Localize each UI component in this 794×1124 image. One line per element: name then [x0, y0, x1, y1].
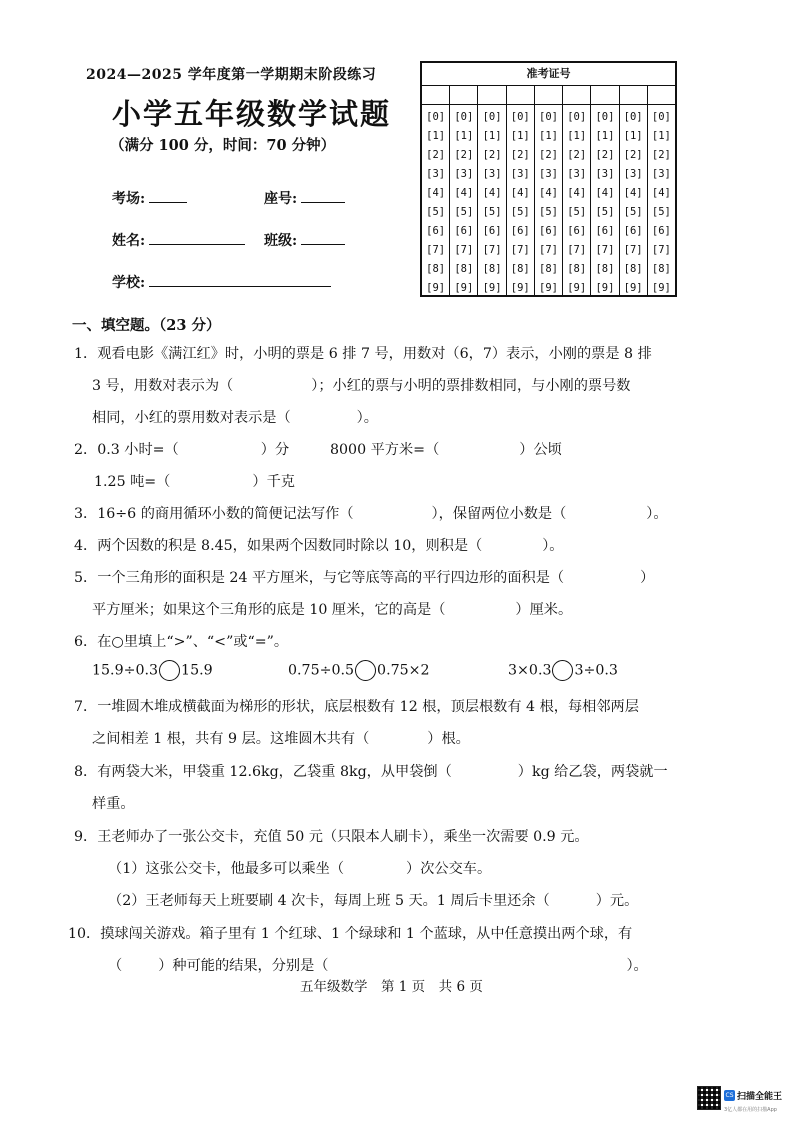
- admission-digit-bubble[interactable]: [4]: [567, 187, 587, 199]
- admission-digit-column: [620, 105, 648, 297]
- admission-number-entry-cell[interactable]: [478, 86, 506, 104]
- admission-number-entry-cell[interactable]: [535, 86, 563, 104]
- q2-text: ）分: [260, 442, 290, 458]
- admission-number-entry-cell[interactable]: [648, 86, 675, 104]
- admission-digit-bubble[interactable]: [7]: [539, 244, 558, 256]
- q9-text: ）元。: [595, 893, 639, 909]
- admission-digit-bubble[interactable]: [0]: [454, 111, 474, 123]
- question-5-line-2: [92, 600, 572, 620]
- admission-digit-bubble[interactable]: [7]: [510, 244, 530, 256]
- admission-digit-bubble[interactable]: [7]: [651, 244, 671, 256]
- q5-text: 5．一个三角形的面积是 24 平方厘米，与它等底等高的平行四边形的面积是（: [74, 570, 565, 586]
- q8-text: ）kg 给乙袋，两袋就一: [517, 764, 668, 780]
- name-field[interactable]: [112, 230, 245, 250]
- school-label: 学校:: [112, 275, 146, 291]
- q2-text: ）千克: [252, 474, 295, 490]
- q6-expr-right: 3÷0.3: [574, 662, 618, 679]
- question-7-line-1: 7．一堆圆木堆成横截面为梯形的形状，底层根数有 12 根，顶层根数有 4 根，每相邻两层: [74, 699, 639, 715]
- admission-digit-bubble[interactable]: [5]: [651, 206, 671, 218]
- question-10-line-2: [108, 956, 648, 976]
- seat-label: 座号:: [264, 191, 298, 207]
- q4-text: 4．两个因数的积是 8.45，如果两个因数同时除以 10，则积是（: [74, 538, 483, 554]
- admission-digit-bubble[interactable]: [9]: [426, 282, 446, 294]
- admission-digit-bubble[interactable]: [9]: [510, 282, 530, 294]
- admission-digit-column: [563, 105, 591, 297]
- admission-digit-bubble[interactable]: [0]: [482, 111, 502, 123]
- admission-digit-bubble[interactable]: [9]: [482, 282, 502, 294]
- admission-digit-bubble[interactable]: [9]: [623, 282, 643, 294]
- admission-digit-bubble[interactable]: [2]: [454, 149, 474, 161]
- question-1-line-2: [92, 376, 630, 396]
- admission-digit-bubble[interactable]: [4]: [426, 187, 446, 199]
- admission-digit-bubble[interactable]: [8]: [454, 263, 474, 275]
- admission-digit-bubble[interactable]: [9]: [567, 282, 587, 294]
- admission-digit-bubble[interactable]: [6]: [510, 225, 530, 237]
- admission-digit-bubble[interactable]: [0]: [595, 111, 615, 123]
- admission-digit-bubble[interactable]: [3]: [651, 168, 671, 180]
- q9-text: ）次公交车。: [406, 861, 492, 877]
- admission-digit-bubble[interactable]: [7]: [454, 244, 474, 256]
- admission-digit-bubble[interactable]: [8]: [595, 263, 615, 275]
- admission-digit-bubble[interactable]: [5]: [623, 206, 643, 218]
- exam-subtitle: （满分 100 分，时间：70 分钟）: [110, 137, 336, 154]
- q6-expression-2: [288, 660, 430, 681]
- q3-text: ）。: [646, 506, 668, 522]
- q6-compare-circle-3[interactable]: [552, 660, 573, 681]
- admission-digit-bubble[interactable]: [2]: [510, 149, 530, 161]
- admission-digit-bubble[interactable]: [0]: [567, 111, 587, 123]
- q1-text: ）。: [356, 410, 378, 426]
- admission-digit-bubble[interactable]: [1]: [595, 130, 615, 142]
- q2-text: 2．0.3 小时=（: [74, 442, 179, 458]
- admission-digit-bubble[interactable]: [0]: [651, 111, 671, 123]
- section-fill-in-title: 一、填空题。（23 分）: [72, 317, 221, 334]
- q6-expr-left: 0.75÷0.5: [288, 662, 355, 679]
- q3-text: 3．16÷6 的商用循环小数的简便记法写作（: [74, 506, 354, 522]
- admission-digit-bubble[interactable]: [4]: [651, 187, 671, 199]
- q5-text: 平方厘米；如果这个三角形的底是 10 厘米，它的高是（: [92, 602, 446, 618]
- q10-text: （: [108, 958, 123, 974]
- admission-digit-bubble[interactable]: [8]: [623, 263, 643, 275]
- q5-text: ）: [640, 570, 655, 586]
- admission-digit-bubble[interactable]: [1]: [539, 130, 558, 142]
- question-2-line-1: [74, 440, 289, 460]
- admission-digit-bubble[interactable]: [3]: [482, 168, 502, 180]
- question-10-line-1: 10．摸球闯关游戏。箱子里有 1 个红球、1 个绿球和 1 个蓝球，从中任意摸出两个球，有: [68, 926, 633, 942]
- q9-text: （1）这张公交卡，他最多可以乘坐（: [108, 861, 345, 877]
- q6-expr-right: 15.9: [181, 662, 213, 679]
- admission-digit-bubble[interactable]: [6]: [595, 225, 615, 237]
- admission-digit-bubble[interactable]: [6]: [426, 225, 446, 237]
- admission-digit-bubble[interactable]: [8]: [539, 263, 558, 275]
- question-9-part-1: [108, 859, 491, 879]
- admission-digit-bubble[interactable]: [6]: [567, 225, 587, 237]
- admission-digit-bubble[interactable]: [5]: [539, 206, 558, 218]
- admission-number-entry-cell[interactable]: [563, 86, 591, 104]
- q10-text: ）种可能的结果，分别是（: [158, 958, 329, 974]
- question-4: [74, 536, 563, 556]
- question-2-line-2: [94, 472, 295, 492]
- admission-digit-bubble[interactable]: [6]: [539, 225, 558, 237]
- admission-digit-bubble[interactable]: [1]: [426, 130, 446, 142]
- admission-number-entry-cell[interactable]: [620, 86, 648, 104]
- admission-digit-bubble[interactable]: [4]: [623, 187, 643, 199]
- admission-digit-bubble[interactable]: [9]: [651, 282, 671, 294]
- question-8-line-1: [74, 762, 668, 782]
- admission-number-entry-cell[interactable]: [422, 86, 450, 104]
- admission-digit-column: [422, 105, 450, 297]
- admission-number-entry-cell[interactable]: [450, 86, 478, 104]
- admission-digit-bubble[interactable]: [0]: [426, 111, 446, 123]
- question-1-line-3: [92, 408, 378, 428]
- class-field[interactable]: [264, 230, 345, 250]
- q9-text: （2）王老师每天上班要刷 4 次卡，每周上班 5 天。1 周后卡里还余（: [108, 893, 550, 909]
- q7-text: ）根。: [427, 731, 470, 747]
- exam-room-field[interactable]: [112, 188, 187, 208]
- q6-compare-circle-2[interactable]: [355, 660, 376, 681]
- admission-digit-bubble[interactable]: [1]: [510, 130, 530, 142]
- q6-expr-left: 15.9÷0.3: [92, 662, 159, 679]
- q6-compare-circle-1[interactable]: [159, 660, 180, 681]
- admission-digit-bubble[interactable]: [3]: [539, 168, 558, 180]
- question-3: [74, 504, 668, 524]
- class-label: 班级:: [264, 233, 298, 249]
- admission-digit-column: [450, 105, 478, 297]
- page-footer: 五年级数学 第 1 页 共 6 页: [300, 979, 483, 995]
- admission-digit-bubble[interactable]: [1]: [482, 130, 502, 142]
- admission-digit-bubble[interactable]: [3]: [510, 168, 530, 180]
- admission-digit-bubble[interactable]: [4]: [454, 187, 474, 199]
- question-7-line-2: [92, 729, 470, 749]
- admission-digit-bubble[interactable]: [4]: [539, 187, 558, 199]
- admission-digit-bubble[interactable]: [5]: [454, 206, 474, 218]
- admission-digit-bubble[interactable]: [6]: [454, 225, 474, 237]
- name-blank[interactable]: [149, 230, 245, 245]
- question-9: 9．王老师办了一张公交卡，充值 50 元（只限本人刷卡），乘坐一次需要 0.9 元。: [74, 829, 589, 845]
- scanner-logo-icon: CS: [725, 1092, 734, 1099]
- admission-digit-bubble[interactable]: [3]: [426, 168, 446, 180]
- q2-text: 1.25 吨=（: [94, 474, 171, 490]
- class-blank[interactable]: [301, 230, 345, 245]
- scanner-watermark: [724, 1085, 782, 1113]
- admission-digit-bubble[interactable]: [9]: [454, 282, 474, 294]
- q6-expr-right: 0.75×2: [377, 662, 430, 679]
- admission-digit-bubble[interactable]: [2]: [426, 149, 446, 161]
- admission-digit-bubble[interactable]: [8]: [482, 263, 502, 275]
- admission-digit-bubble[interactable]: [2]: [567, 149, 587, 161]
- admission-digit-bubble[interactable]: [4]: [510, 187, 530, 199]
- admission-digit-bubble[interactable]: [0]: [623, 111, 643, 123]
- q10-text: ）。: [626, 958, 648, 974]
- admission-digit-bubble[interactable]: [4]: [595, 187, 615, 199]
- question-6: 6．在○里填上“>”、“<”或“=”。: [74, 634, 289, 650]
- admission-digit-bubble[interactable]: [5]: [482, 206, 502, 218]
- admission-digit-bubble[interactable]: [8]: [510, 263, 530, 275]
- admission-digit-bubble[interactable]: [6]: [651, 225, 671, 237]
- admission-number-entry-cell[interactable]: [507, 86, 535, 104]
- qr-code-icon: [697, 1086, 721, 1110]
- question-9-part-2: [108, 891, 638, 911]
- admission-digit-bubble[interactable]: [7]: [595, 244, 615, 256]
- admission-digit-bubble[interactable]: [5]: [510, 206, 530, 218]
- admission-digit-bubble[interactable]: [5]: [595, 206, 615, 218]
- school-field[interactable]: [112, 272, 331, 292]
- admission-digit-bubble[interactable]: [7]: [426, 244, 446, 256]
- q2-text: ）公顷: [519, 442, 562, 458]
- seat-blank[interactable]: [301, 188, 345, 203]
- admission-digit-bubble[interactable]: [9]: [539, 282, 558, 294]
- admission-digit-column: [535, 105, 563, 297]
- question-8-line-2: 样重。: [92, 796, 135, 812]
- q4-text: ）。: [542, 538, 564, 554]
- q2-text: 8000 平方米=（: [330, 442, 440, 458]
- admission-digit-column: [591, 105, 619, 297]
- admission-digit-bubble[interactable]: [6]: [623, 225, 643, 237]
- seat-field[interactable]: [264, 188, 345, 208]
- admission-digit-bubble[interactable]: [2]: [651, 149, 671, 161]
- q5-text: ）厘米。: [515, 602, 573, 618]
- admission-number-entry-cell[interactable]: [591, 86, 619, 104]
- admission-number-title: 准考证号: [422, 63, 675, 86]
- exam-room-blank[interactable]: [149, 188, 187, 203]
- admission-digit-bubble[interactable]: [7]: [482, 244, 502, 256]
- scanner-brand-name: 扫描全能王: [737, 1092, 783, 1102]
- q1-text: 3 号，用数对表示为（: [92, 378, 234, 394]
- admission-digit-bubble[interactable]: [5]: [426, 206, 446, 218]
- q6-expression-3: [508, 660, 618, 681]
- admission-digit-bubble[interactable]: [3]: [623, 168, 643, 180]
- admission-digit-bubble[interactable]: [5]: [567, 206, 587, 218]
- scanner-tagline: 3亿人都在用的扫描App: [724, 1107, 777, 1113]
- admission-digit-bubble[interactable]: [1]: [623, 130, 643, 142]
- q1-text: ）；小红的票与小明的票排数相同，与小刚的票号数: [311, 378, 631, 394]
- q6-expr-left: 3×0.3: [508, 662, 552, 679]
- admission-digit-bubble[interactable]: [2]: [539, 149, 558, 161]
- exam-term-line: 2024—2025 学年度第一学期期末阶段练习: [86, 67, 377, 83]
- admission-digit-bubble[interactable]: [2]: [595, 149, 615, 161]
- admission-digit-column: [478, 105, 506, 297]
- admission-digit-bubble[interactable]: [3]: [454, 168, 474, 180]
- admission-digit-bubble[interactable]: [2]: [482, 149, 502, 161]
- school-blank[interactable]: [149, 272, 331, 287]
- admission-digit-bubble[interactable]: [1]: [454, 130, 474, 142]
- admission-digit-column: [507, 105, 535, 297]
- admission-digit-bubble[interactable]: [6]: [482, 225, 502, 237]
- admission-digit-columns: [422, 105, 675, 297]
- admission-digit-bubble[interactable]: [8]: [651, 263, 671, 275]
- admission-digit-bubble[interactable]: [1]: [567, 130, 587, 142]
- admission-digit-bubble[interactable]: [7]: [623, 244, 643, 256]
- q7-text: 之间相差 1 根，共有 9 层。这堆圆木共有（: [92, 731, 370, 747]
- admission-digit-bubble[interactable]: [7]: [567, 244, 587, 256]
- admission-digit-bubble[interactable]: [1]: [651, 130, 671, 142]
- admission-digit-bubble[interactable]: [4]: [482, 187, 502, 199]
- admission-digit-bubble[interactable]: [3]: [595, 168, 615, 180]
- q6-expression-1: [92, 660, 213, 681]
- admission-number-grid: [420, 61, 677, 297]
- q8-text: 8．有两袋大米，甲袋重 12.6kg，乙袋重 8kg，从甲袋倒（: [74, 764, 452, 780]
- admission-number-entry-row[interactable]: [422, 86, 675, 105]
- admission-digit-bubble[interactable]: [9]: [595, 282, 615, 294]
- question-1-line-1: 1．观看电影《满江红》时，小明的票是 6 排 7 号，用数对（6，7）表示，小刚的票是 8 排: [74, 346, 652, 362]
- exam-room-label: 考场:: [112, 191, 146, 207]
- admission-digit-column: [648, 105, 675, 297]
- admission-digit-bubble[interactable]: [3]: [567, 168, 587, 180]
- admission-digit-bubble[interactable]: [0]: [510, 111, 530, 123]
- q3-text: ），保留两位小数是（: [431, 506, 567, 522]
- question-2-line-1b: [330, 440, 562, 460]
- admission-digit-bubble[interactable]: [0]: [539, 111, 558, 123]
- admission-digit-bubble[interactable]: [8]: [426, 263, 446, 275]
- name-label: 姓名:: [112, 233, 146, 249]
- admission-digit-bubble[interactable]: [2]: [623, 149, 643, 161]
- q1-text: 相同，小红的票用数对表示是（: [92, 410, 291, 426]
- page-title: 小学五年级数学试题: [112, 97, 392, 131]
- admission-digit-bubble[interactable]: [8]: [567, 263, 587, 275]
- question-5-line-1: [74, 568, 654, 588]
